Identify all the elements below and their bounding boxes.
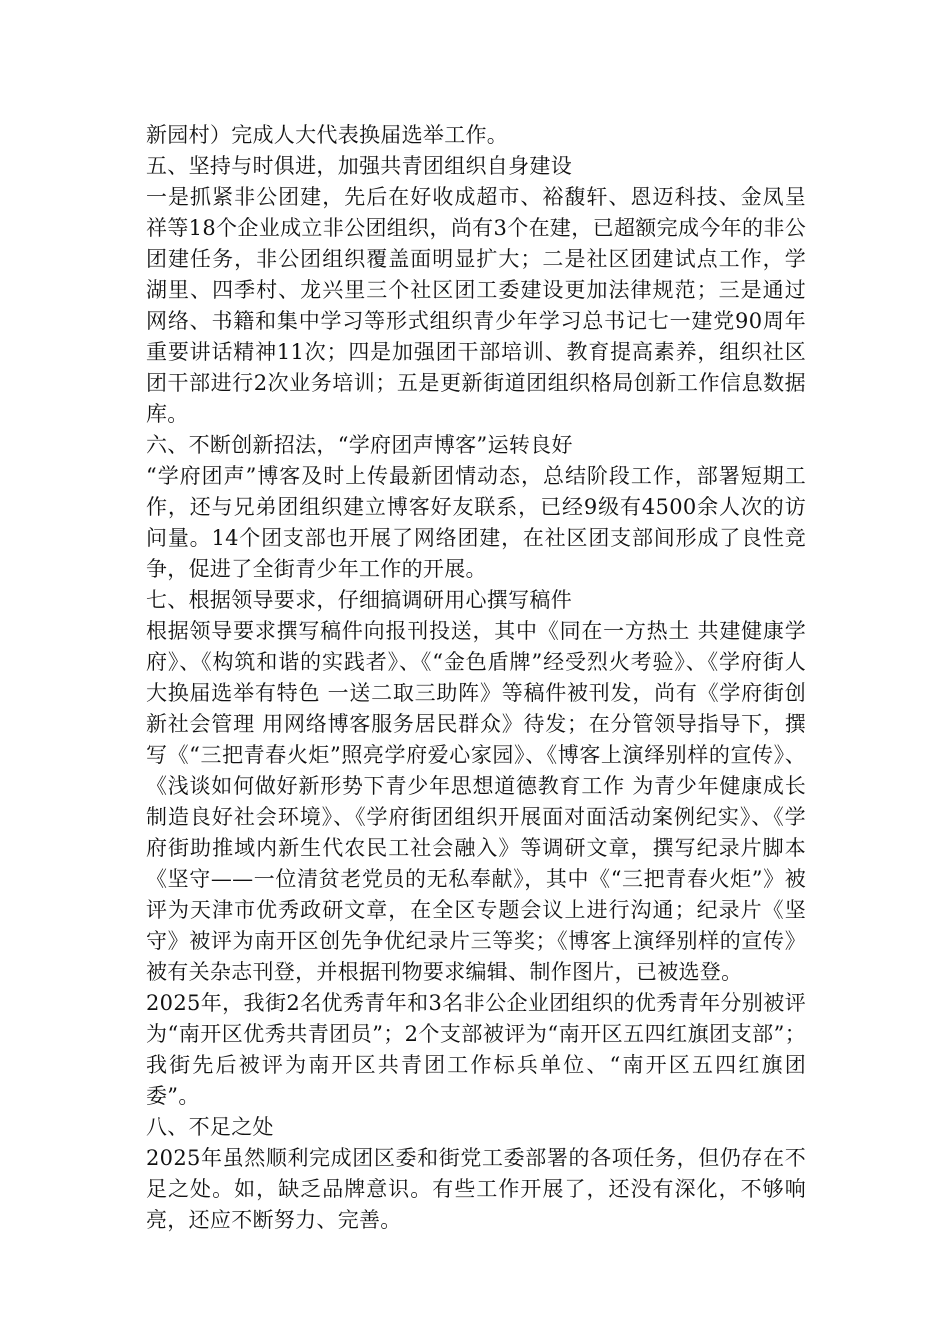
- paragraph-awards: 2025年，我街2名优秀青年和3名非公企业团组织的优秀青年分别被评为“南开区优秀共青团员”；2个支部被评为“南开区五四红旗团支部”；我街先后被评为南开区共青团工作标兵单位、“南开区五四红旗团委”。: [146, 991, 806, 1108]
- section-heading-8: 八、不足之处: [146, 1115, 274, 1139]
- document-body: [146, 120, 806, 1236]
- paragraph-continuation: 新园村）完成人大代表换届选举工作。: [146, 123, 509, 147]
- paragraph-section-7: 根据领导要求撰写稿件向报刊投送，其中《同在一方热土 共建健康学府》、《构筑和谐的实践者》、《“金色盾牌”经受烈火考验》、《学府街人大换届选举有特色 一送二取三助阵》等稿件被刊发，尚有《学府街创新社会管理 用网络博客服务居民群众》待发；在分管领导指导下，撰写《“三把青春火炬”照亮学府爱心家园》、《博客上演绎别样的宣传》、《浅谈如何做好新形势下青少年思想道德教育工作 为青少年健康成长制造良好社会环境》、《学府街团组织开展面对面活动案例纪实》、《学府街助推域内新生代农民工社会融入》等调研文章，撰写纪录片脚本《坚守——一位清贫老党员的无私奉献》，其中《“三把青春火炬”》被评为天津市优秀政研文章，在全区专题会议上进行沟通；纪录片《坚守》被评为南开区创先争优纪录片三等奖；《博客上演绎别样的宣传》被有关杂志刊登，并根据刊物要求编辑、制作图片，已被选登。: [146, 619, 806, 984]
- paragraph-section-6: “学府团声”博客及时上传最新团情动态，总结阶段工作，部署短期工作，还与兄弟团组织建立博客好友联系，已经9级有4500余人次的访问量。14个团支部也开展了网络团建，在社区团支部间形成了良性竞争，促进了全街青少年工作的开展。: [146, 464, 806, 581]
- paragraph-section-5: 一是抓紧非公团建，先后在好收成超市、裕馥轩、恩迈科技、金凤呈祥等18个企业成立非公团组织，尚有3个在建，已超额完成今年的非公团建任务，非公团组织覆盖面明显扩大；二是社区团建试点工作，学湖里、四季村、龙兴里三个社区团工委建设更加法律规范；三是通过网络、书籍和集中学习等形式组织青少年学习总书记七一建党90周年重要讲话精神11次；四是加强团干部培训、教育提高素养，组织社区团干部进行2次业务培训；五是更新街道团组织格局创新工作信息数据库。: [146, 185, 806, 426]
- section-heading-6: 六、不断创新招法，“学府团声博客”运转良好: [146, 433, 573, 457]
- section-heading-7: 七、根据领导要求，仔细搞调研用心撰写稿件: [146, 588, 572, 612]
- paragraph-section-8: 2025年虽然顺利完成团区委和街党工委部署的各项任务，但仍存在不足之处。如，缺乏品牌意识。有些工作开展了，还没有深化，不够响亮，还应不断努力、完善。: [146, 1146, 806, 1232]
- section-heading-5: 五、坚持与时俱进，加强共青团组织自身建设: [146, 154, 572, 178]
